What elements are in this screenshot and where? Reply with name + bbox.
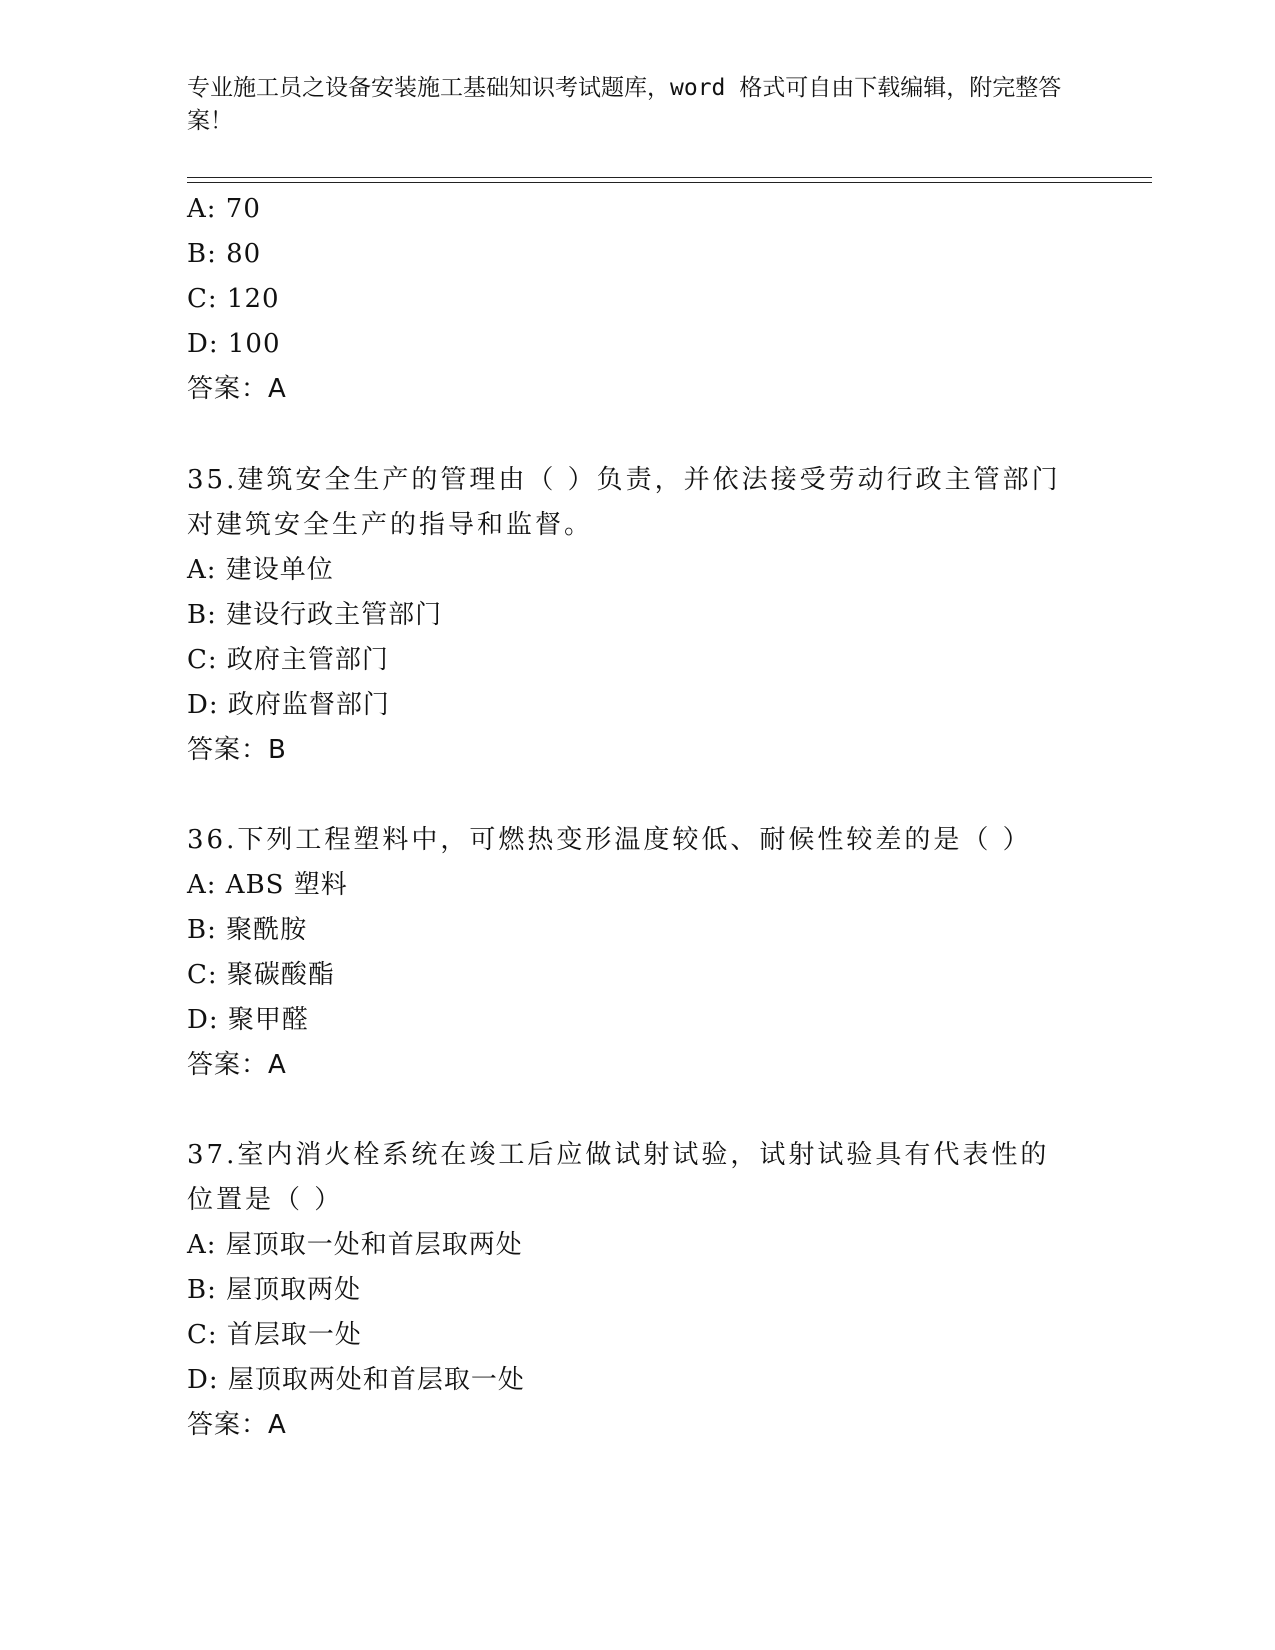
document-header: 专业施工员之设备安装施工基础知识考试题库，word 格式可自由下载编辑，附完整答案！ [187, 75, 1062, 134]
q36-answer: 答案：A [187, 1050, 287, 1080]
q35-option-c: C: 政府主管部门 [187, 645, 389, 675]
q36-option-a: A: ABS 塑料 [187, 870, 348, 900]
q36-option-b: B: 聚酰胺 [187, 915, 308, 945]
q34-option-b: B: 80 [187, 239, 262, 269]
q36-stem: 36.下列工程塑料中，可燃热变形温度较低、耐候性较差的是（ ） [187, 825, 1032, 855]
q36-option-d: D: 聚甲醛 [187, 1005, 309, 1035]
q35-option-a: A: 建设单位 [187, 555, 334, 585]
q35-option-b: B: 建设行政主管部门 [187, 600, 443, 630]
q35-option-d: D: 政府监督部门 [187, 690, 390, 720]
q37-option-a: A: 屋顶取一处和首层取两处 [187, 1230, 523, 1260]
q37-stem: 37.室内消火栓系统在竣工后应做试射试验，试射试验具有代表性的位置是（ ） [187, 1140, 1050, 1215]
q34-answer: 答案：A [187, 374, 287, 404]
q37-option-d: D: 屋顶取两处和首层取一处 [187, 1365, 525, 1395]
header-divider-bottom [187, 182, 1152, 183]
q34-option-d: D: 100 [187, 329, 281, 359]
q35-answer: 答案：B [187, 735, 287, 765]
q36-option-c: C: 聚碳酸酯 [187, 960, 335, 990]
q35-stem: 35.建筑安全生产的管理由（ ）负责，并依法接受劳动行政主管部门对建筑安全生产的指导和监督。 [187, 465, 1061, 540]
q37-option-c: C: 首层取一处 [187, 1320, 362, 1350]
header-divider-top [187, 177, 1152, 178]
q37-option-b: B: 屋顶取两处 [187, 1275, 362, 1305]
q34-option-c: C: 120 [187, 284, 280, 314]
q37-answer: 答案：A [187, 1410, 287, 1440]
q34-option-a: A: 70 [187, 194, 261, 224]
